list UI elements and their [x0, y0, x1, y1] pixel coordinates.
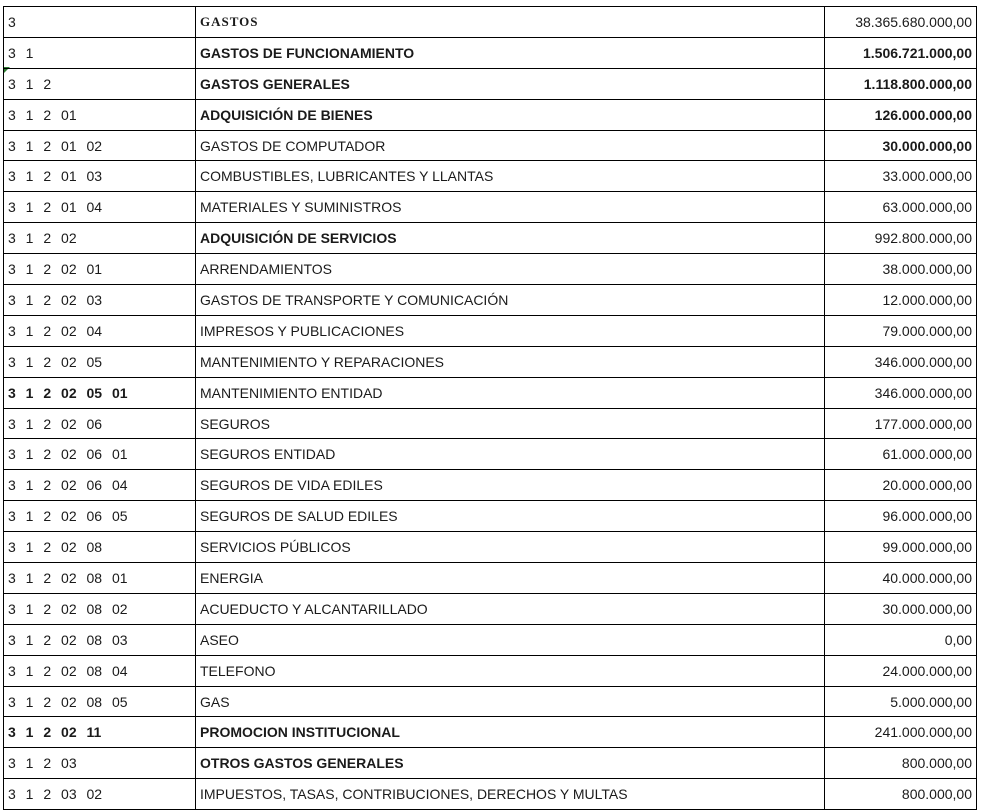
description-cell[interactable]: ACUEDUCTO Y ALCANTARILLADO	[196, 593, 825, 624]
amount-cell[interactable]: 800.000,00	[825, 748, 977, 779]
description-cell[interactable]: GASTOS DE FUNCIONAMIENTO	[196, 37, 825, 68]
description-cell[interactable]: ADQUISICIÓN DE SERVICIOS	[196, 223, 825, 254]
code-cell[interactable]: 3 1 2 01 02	[4, 130, 196, 161]
amount-cell[interactable]: 1.506.721.000,00	[825, 37, 977, 68]
description-cell[interactable]: GASTOS DE TRANSPORTE Y COMUNICACIÓN	[196, 285, 825, 316]
description-cell[interactable]: GASTOS	[196, 7, 825, 38]
code-cell[interactable]: 3 1 2 02 11	[4, 717, 196, 748]
budget-table	[3, 6, 977, 810]
description-cell[interactable]: ENERGIA	[196, 563, 825, 594]
amount-cell[interactable]: 38.365.680.000,00	[825, 7, 977, 38]
table-row	[4, 717, 977, 748]
table-row	[4, 7, 977, 38]
amount-cell[interactable]: 126.000.000,00	[825, 99, 977, 130]
amount-cell[interactable]: 241.000.000,00	[825, 717, 977, 748]
code-cell[interactable]: 3 1 2 02 05 01	[4, 377, 196, 408]
table-row	[4, 408, 977, 439]
description-cell[interactable]: GAS	[196, 686, 825, 717]
amount-cell[interactable]: 24.000.000,00	[825, 655, 977, 686]
amount-cell[interactable]: 38.000.000,00	[825, 254, 977, 285]
table-row	[4, 624, 977, 655]
description-cell[interactable]: IMPRESOS Y PUBLICACIONES	[196, 315, 825, 346]
code-cell[interactable]: 3 1 2 02 06 04	[4, 470, 196, 501]
code-cell[interactable]: 3 1 2	[4, 68, 196, 99]
description-cell[interactable]: ASEO	[196, 624, 825, 655]
code-cell[interactable]: 3 1 2 01 04	[4, 192, 196, 223]
code-cell[interactable]: 3 1 2 02 08 04	[4, 655, 196, 686]
amount-cell[interactable]: 800.000,00	[825, 779, 977, 810]
code-cell[interactable]: 3 1 2 02 08 05	[4, 686, 196, 717]
amount-cell[interactable]: 61.000.000,00	[825, 439, 977, 470]
table-row	[4, 254, 977, 285]
table-row	[4, 37, 977, 68]
table-row	[4, 439, 977, 470]
code-cell[interactable]: 3 1 2 02 08	[4, 532, 196, 563]
description-cell[interactable]: PROMOCION INSTITUCIONAL	[196, 717, 825, 748]
amount-cell[interactable]: 30.000.000,00	[825, 593, 977, 624]
code-cell[interactable]: 3 1 2 02 08 01	[4, 563, 196, 594]
table-row	[4, 470, 977, 501]
table-row	[4, 779, 977, 810]
amount-cell[interactable]: 99.000.000,00	[825, 532, 977, 563]
table-row	[4, 748, 977, 779]
code-cell[interactable]: 3 1 2 01 03	[4, 161, 196, 192]
code-cell[interactable]: 3 1 2 02 03	[4, 285, 196, 316]
code-cell[interactable]: 3 1 2 02 04	[4, 315, 196, 346]
description-cell[interactable]: OTROS GASTOS GENERALES	[196, 748, 825, 779]
amount-cell[interactable]: 12.000.000,00	[825, 285, 977, 316]
description-cell[interactable]: SEGUROS DE VIDA EDILES	[196, 470, 825, 501]
code-cell[interactable]: 3 1 2 02 01	[4, 254, 196, 285]
code-cell[interactable]: 3	[4, 7, 196, 38]
amount-cell[interactable]: 992.800.000,00	[825, 223, 977, 254]
table-row	[4, 686, 977, 717]
amount-cell[interactable]: 96.000.000,00	[825, 501, 977, 532]
table-row	[4, 346, 977, 377]
table-row	[4, 593, 977, 624]
code-cell[interactable]: 3 1	[4, 37, 196, 68]
table-row	[4, 99, 977, 130]
code-cell[interactable]: 3 1 2 02 06 01	[4, 439, 196, 470]
description-cell[interactable]: MANTENIMIENTO Y REPARACIONES	[196, 346, 825, 377]
description-cell[interactable]: SEGUROS DE SALUD EDILES	[196, 501, 825, 532]
description-cell[interactable]: GASTOS DE COMPUTADOR	[196, 130, 825, 161]
table-row	[4, 501, 977, 532]
table-row	[4, 192, 977, 223]
amount-cell[interactable]: 63.000.000,00	[825, 192, 977, 223]
table-row	[4, 377, 977, 408]
table-row	[4, 563, 977, 594]
code-cell[interactable]: 3 1 2 02 06	[4, 408, 196, 439]
table-row	[4, 68, 977, 99]
amount-cell[interactable]: 346.000.000,00	[825, 346, 977, 377]
amount-cell[interactable]: 33.000.000,00	[825, 161, 977, 192]
description-cell[interactable]: SEGUROS	[196, 408, 825, 439]
description-cell[interactable]: IMPUESTOS, TASAS, CONTRIBUCIONES, DERECHOS Y MULTAS	[196, 779, 825, 810]
description-cell[interactable]: GASTOS GENERALES	[196, 68, 825, 99]
amount-cell[interactable]: 5.000.000,00	[825, 686, 977, 717]
description-cell[interactable]: MATERIALES Y SUMINISTROS	[196, 192, 825, 223]
table-row	[4, 532, 977, 563]
table-row	[4, 315, 977, 346]
amount-cell[interactable]: 177.000.000,00	[825, 408, 977, 439]
description-cell[interactable]: ADQUISICIÓN DE BIENES	[196, 99, 825, 130]
table-row	[4, 655, 977, 686]
table-row	[4, 223, 977, 254]
code-cell[interactable]: 3 1 2 03 02	[4, 779, 196, 810]
description-cell[interactable]: TELEFONO	[196, 655, 825, 686]
description-cell[interactable]: ARRENDAMIENTOS	[196, 254, 825, 285]
code-cell[interactable]: 3 1 2 02 08 02	[4, 593, 196, 624]
code-cell[interactable]: 3 1 2 02 08 03	[4, 624, 196, 655]
description-cell[interactable]: SERVICIOS PÚBLICOS	[196, 532, 825, 563]
amount-cell[interactable]: 20.000.000,00	[825, 470, 977, 501]
code-cell[interactable]: 3 1 2 03	[4, 748, 196, 779]
code-cell[interactable]: 3 1 2 02 05	[4, 346, 196, 377]
table-row	[4, 130, 977, 161]
code-cell[interactable]: 3 1 2 01	[4, 99, 196, 130]
table-row	[4, 285, 977, 316]
code-cell[interactable]: 3 1 2 02	[4, 223, 196, 254]
amount-cell[interactable]: 40.000.000,00	[825, 563, 977, 594]
code-cell[interactable]: 3 1 2 02 06 05	[4, 501, 196, 532]
amount-cell[interactable]: 346.000.000,00	[825, 377, 977, 408]
amount-cell[interactable]: 1.118.800.000,00	[825, 68, 977, 99]
description-cell[interactable]: COMBUSTIBLES, LUBRICANTES Y LLANTAS	[196, 161, 825, 192]
amount-cell[interactable]: 30.000.000,00	[825, 130, 977, 161]
description-cell[interactable]: MANTENIMIENTO ENTIDAD	[196, 377, 825, 408]
table-row	[4, 161, 977, 192]
description-cell[interactable]: SEGUROS ENTIDAD	[196, 439, 825, 470]
amount-cell[interactable]: 79.000.000,00	[825, 315, 977, 346]
amount-cell[interactable]: 0,00	[825, 624, 977, 655]
